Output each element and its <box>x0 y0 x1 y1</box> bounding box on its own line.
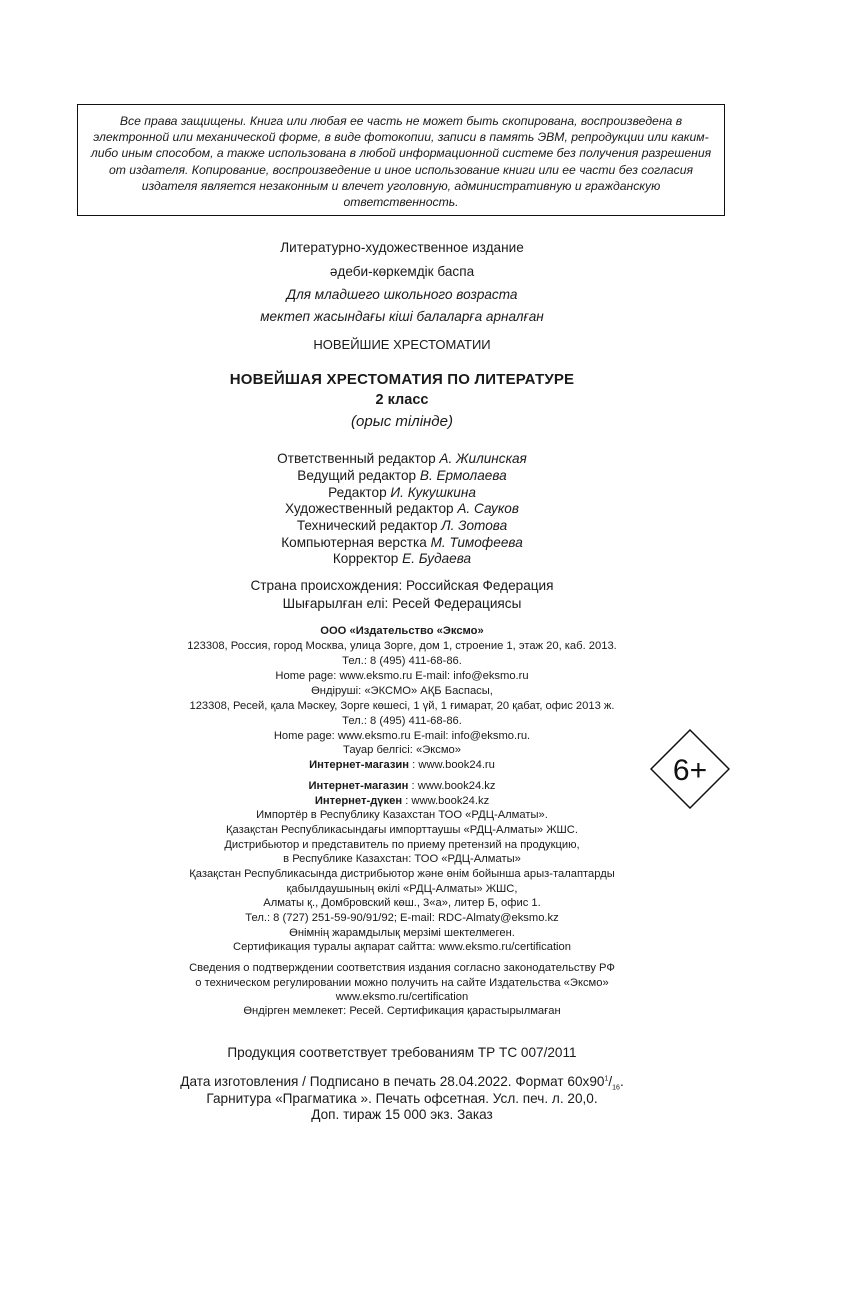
certification-line: www.eksmo.ru/certification <box>335 991 469 1003</box>
credit-line: Ведущий редактор В. Ермолаева <box>297 468 507 483</box>
edition-type-kz: әдеби-көркемдік баспа <box>329 264 475 279</box>
online-shop-kz-2: Интернет-дүкен : www.book24.kz <box>314 795 490 807</box>
language-note: (орыс тілінде) <box>351 413 453 430</box>
book-title: НОВЕЙШАЯ ХРЕСТОМАТИЯ ПО ЛИТЕРАТУРЕ <box>229 371 575 388</box>
publisher-name: ООО «Издательство «Эксмо» <box>320 625 484 637</box>
credit-line: Ответственный редактор А. Жилинская <box>277 451 527 466</box>
credit-line: Художественный редактор А. Сауков <box>285 501 519 516</box>
print-info-line-2: Гарнитура «Прагматика ». Печать офсетная. Усл. печ. л. 20,0. <box>206 1091 598 1106</box>
importer-line: Қазақстан Республикасында дистрибьютор және өнім бойынша арыз-талаптарды <box>189 868 615 880</box>
online-shop-ru: Интернет-магазин : www.book24.ru <box>309 759 495 771</box>
importer-line: Өнімнің жарамдылық мерзімі шектелмеген. <box>289 927 515 939</box>
trademark: Тауар белгісі: «Эксмо» <box>343 744 461 756</box>
book-grade: 2 класс <box>375 392 429 408</box>
producer-web-kz: Home page: www.eksmo.ru E-mail: info@eksmo.ru. <box>273 730 531 742</box>
age-rating-text: 6+ <box>672 754 708 787</box>
origin-ru: Страна происхождения: Российская Федерация <box>250 578 554 593</box>
audience-kz: мектеп жасындағы кіші балаларға арналған <box>260 309 544 324</box>
series-name: НОВЕЙШИЕ ХРЕСТОМАТИИ <box>313 337 491 352</box>
rights-notice-text: Все права защищены. Книга или любая ее часть не может быть скопирована, воспроизведена в электронной или механической форме, в виде фотокопии, записи в память ЭВМ, репродукции или каким-либо иным способом, а также использована в любой информационной системе без получения разрешения от издателя. Копирование, воспроизведение и иное использование книги или ее части без согласия издателя является незаконным и влечет уголовную, административную и гражданскую ответственность. <box>90 114 712 210</box>
online-shop-kz: Интернет-магазин : www.book24.kz <box>308 780 496 792</box>
edition-type-ru: Литературно-художественное издание <box>280 240 524 255</box>
importer-line: Қазақстан Республикасындағы импорттаушы «РДЦ-Алматы» ЖШС. <box>226 824 578 836</box>
credit-line: Корректор Е. Будаева <box>332 551 472 566</box>
compliance-statement: Продукция соответствует требованиям ТР ТС 007/2011 <box>227 1045 577 1060</box>
print-info-line-1: Дата изготовления / Подписано в печать 28.04.2022. Формат $60х90^1/_{16}$. <box>180 1074 624 1092</box>
credit-line: Компьютерная верстка М. Тимофеева <box>281 535 523 550</box>
certification-line: Өндірген мемлекет: Ресей. Сертификация қарастырылмаған <box>243 1005 561 1017</box>
importer-line: Дистрибьютор и представитель по приему претензий на продукцию, <box>224 839 580 851</box>
producer-kz: Өндіруші: «ЭКСМО» АҚБ Баспасы, <box>311 685 493 697</box>
rights-notice-box <box>77 104 725 216</box>
credit-line: Редактор И. Кукушкина <box>328 485 476 500</box>
certification-line: о техническом регулировании можно получить на сайте Издательства «Эксмо» <box>195 977 609 989</box>
origin-kz: Шығарылған елі: Ресей Федерациясы <box>282 596 522 611</box>
age-rating-badge <box>650 729 730 809</box>
importer-line: қабылдаушының өкілі «РДЦ-Алматы» ЖШС, <box>286 883 518 895</box>
print-info-line-3: Доп. тираж 15 000 экз. Заказ <box>311 1107 493 1122</box>
credit-line: Технический редактор Л. Зотова <box>296 518 508 533</box>
producer-address-kz: 123308, Ресей, қала Мәскеу, Зорге көшесі, 1 үй, 1 ғимарат, 20 қабат, офис 2013 ж. <box>189 700 615 712</box>
importer-line: Тел.: 8 (727) 251-59-90/91/92; E-mail: RDC-Almaty@eksmo.kz <box>245 912 559 924</box>
importer-line: Алматы қ., Домбровский көш., 3«а», литер Б, офис 1. <box>263 897 541 909</box>
producer-phone-kz: Тел.: 8 (495) 411-68-86. <box>342 715 462 727</box>
publisher-phone: Тел.: 8 (495) 411-68-86. <box>342 655 462 667</box>
importer-line: Импортёр в Республику Казахстан ТОО «РДЦ-Алматы». <box>256 809 548 821</box>
publisher-address: 123308, Россия, город Москва, улица Зорге, дом 1, строение 1, этаж 20, каб. 2013. <box>187 640 617 652</box>
importer-line: Сертификация туралы ақпарат сайтта: www.eksmo.ru/certification <box>232 941 571 953</box>
publisher-web: Home page: www.eksmo.ru E-mail: info@eksmo.ru <box>275 670 529 682</box>
certification-line: Сведения о подтверждении соответствия издания согласно законодательству РФ <box>189 962 615 974</box>
audience-ru: Для младшего школьного возраста <box>286 287 518 302</box>
importer-line: в Республике Казахстан: ТОО «РДЦ-Алматы» <box>283 853 521 865</box>
